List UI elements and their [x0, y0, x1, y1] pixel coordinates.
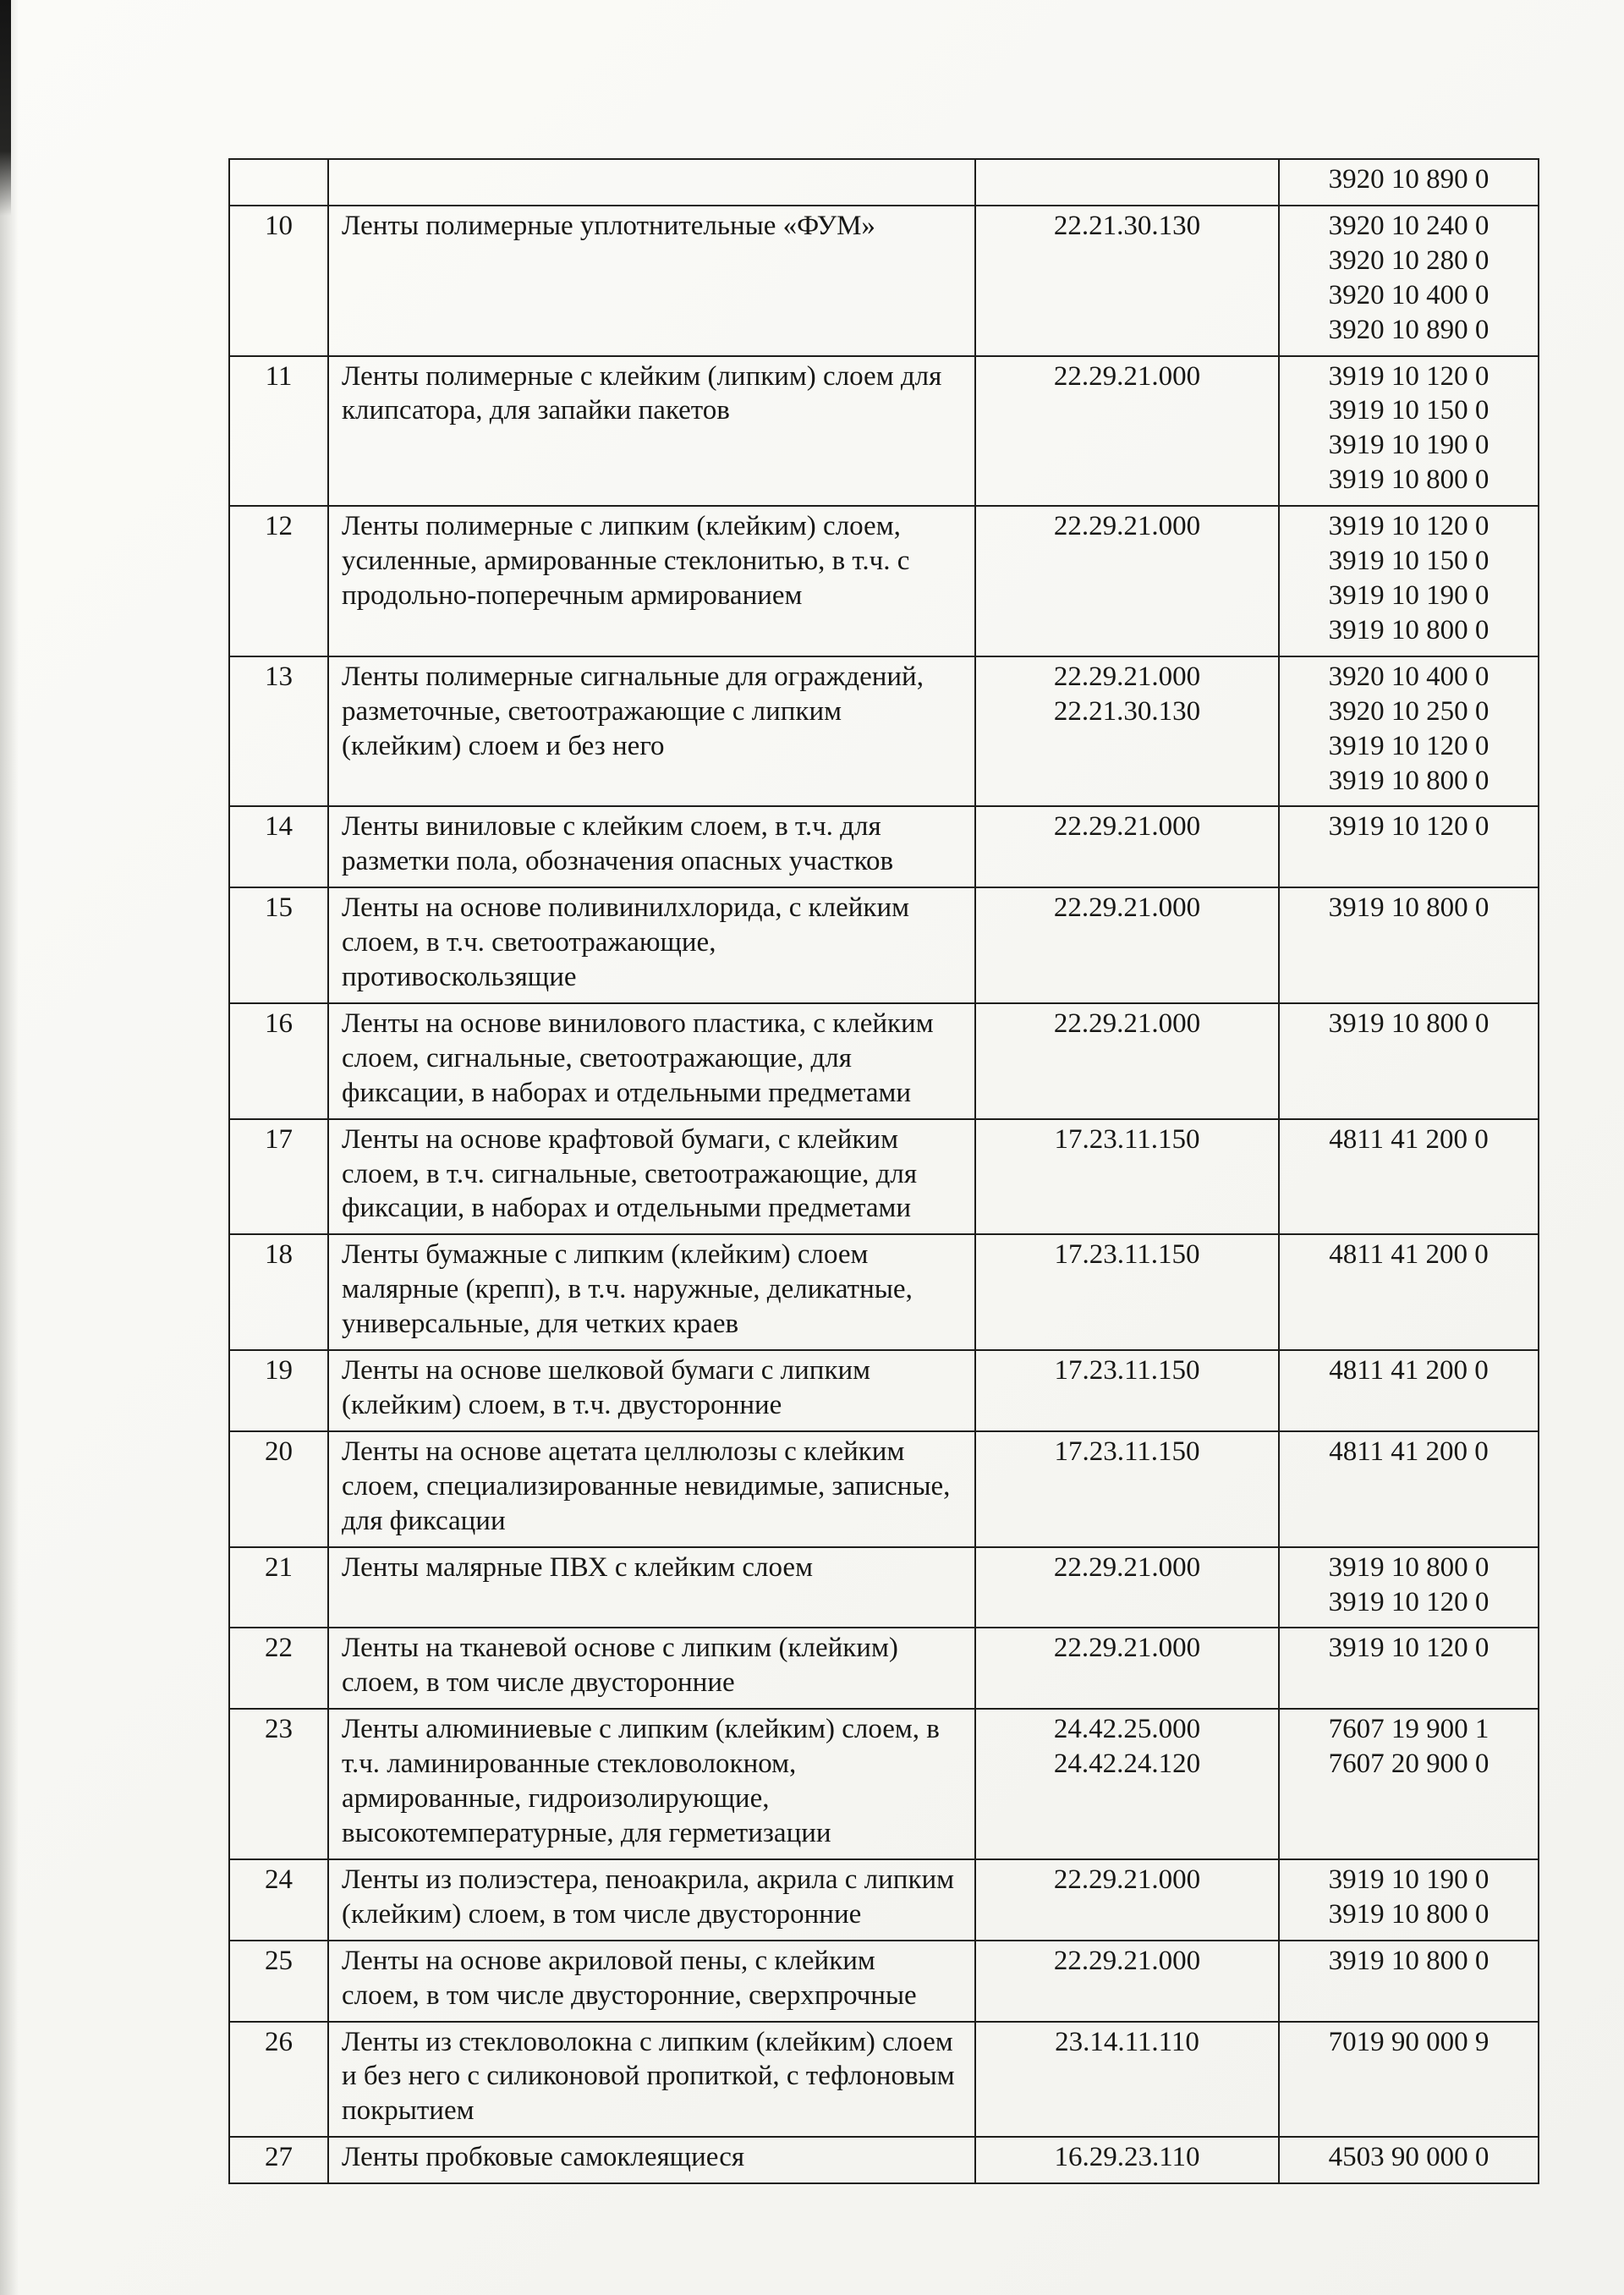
- tnved-code: 3919 10 120 0: [1328, 511, 1490, 542]
- tnved-code: 4811 41 200 0: [1329, 1355, 1489, 1386]
- tnved-code: 3919 10 190 0: [1328, 1864, 1490, 1895]
- row-number-cell: 12: [229, 506, 328, 656]
- tnved-code-cell: [1279, 1234, 1539, 1350]
- tnved-code: 3919 10 190 0: [1328, 430, 1490, 461]
- okpd-code: 17.23.11.150: [1054, 1123, 1200, 1155]
- tnved-code-cell: [1279, 1119, 1539, 1235]
- row-number-cell: 10: [229, 206, 328, 356]
- row-number-cell: 18: [229, 1234, 328, 1350]
- tnved-code-cell: [1279, 887, 1539, 1003]
- tnved-code: 3919 10 800 0: [1328, 1898, 1490, 1930]
- product-name-cell: Ленты пробковые самоклеящиеся: [328, 2137, 975, 2183]
- tnved-code: 3919 10 120 0: [1328, 730, 1490, 761]
- okpd-code-cell: [975, 887, 1279, 1003]
- tnved-code: 7019 90 000 9: [1328, 2026, 1490, 2057]
- row-number-cell: 24: [229, 1859, 328, 1941]
- tnved-code: 3920 10 890 0: [1328, 314, 1490, 345]
- row-number-cell: 15: [229, 887, 328, 1003]
- row-number-cell: [229, 159, 328, 206]
- tnved-code: 3919 10 800 0: [1328, 1551, 1490, 1583]
- tnved-code: 7607 20 900 0: [1328, 1749, 1490, 1780]
- tnved-code-cell: [1279, 356, 1539, 507]
- table-row: [229, 1547, 1539, 1628]
- table-row: [229, 1709, 1539, 1859]
- tnved-code: 4811 41 200 0: [1329, 1123, 1489, 1155]
- okpd-code: 22.29.21.000: [1053, 811, 1201, 843]
- tnved-code-cell: [1279, 1547, 1539, 1628]
- table-row: [229, 1628, 1539, 1709]
- tnved-code: 3919 10 120 0: [1328, 811, 1490, 843]
- row-number-cell: 17: [229, 1119, 328, 1235]
- row-number-cell: 20: [229, 1431, 328, 1547]
- table-row: [229, 2022, 1539, 2138]
- okpd-code-cell: [975, 1941, 1279, 2022]
- tnved-code-cell: [1279, 1350, 1539, 1431]
- okpd-code: 23.14.11.110: [1055, 2026, 1199, 2057]
- product-name-cell: Ленты виниловые с клейким слоем, в т.ч. для разметки пола, обозначения опасных участков: [328, 806, 975, 887]
- okpd-code: 22.29.21.000: [1053, 1633, 1201, 1664]
- tnved-code: 3919 10 150 0: [1328, 395, 1490, 426]
- table-row: [229, 506, 1539, 656]
- tnved-code: 3920 10 890 0: [1328, 164, 1490, 195]
- tnved-code-cell: [1279, 2022, 1539, 2138]
- tnved-code-cell: [1279, 2137, 1539, 2183]
- okpd-code-cell: [975, 159, 1279, 206]
- okpd-code: 22.29.21.000: [1053, 1945, 1201, 1976]
- tnved-code: 3919 10 800 0: [1328, 464, 1490, 496]
- okpd-code: 22.29.21.000: [1053, 1007, 1201, 1039]
- okpd-code: 22.29.21.000: [1053, 892, 1201, 924]
- okpd-code: 24.42.25.000: [1053, 1714, 1201, 1745]
- table-row: [229, 656, 1539, 807]
- okpd-code: 22.21.30.130: [1053, 695, 1201, 727]
- okpd-code-cell: [975, 656, 1279, 807]
- okpd-code-cell: [975, 206, 1279, 356]
- product-name-cell: Ленты полимерные с липким (клейким) слоем, усиленные, армированные стеклонитью, в т.ч. с продольно-поперечным армированием: [328, 506, 975, 656]
- okpd-code-cell: [975, 1859, 1279, 1941]
- tnved-code-cell: [1279, 1003, 1539, 1119]
- tnved-code-cell: [1279, 159, 1539, 206]
- okpd-code: 22.29.21.000: [1053, 1551, 1201, 1583]
- product-name-cell: Ленты на тканевой основе с липким (клейким) слоем, в том числе двусторонние: [328, 1628, 975, 1709]
- tape-product-codes-table: [228, 158, 1539, 2184]
- row-number-cell: 25: [229, 1941, 328, 2022]
- table-row: [229, 1859, 1539, 1941]
- tnved-code: 3919 10 800 0: [1328, 614, 1490, 645]
- okpd-code: 22.21.30.130: [1053, 210, 1201, 241]
- okpd-code-cell: [975, 1350, 1279, 1431]
- okpd-code-cell: [975, 2137, 1279, 2183]
- tnved-code: 3919 10 800 0: [1328, 892, 1490, 924]
- tnved-code: 4811 41 200 0: [1329, 1239, 1489, 1271]
- okpd-code: 22.29.21.000: [1053, 360, 1201, 392]
- row-number-cell: 16: [229, 1003, 328, 1119]
- tnved-code: 3919 10 800 0: [1328, 765, 1490, 796]
- table-row: [229, 2137, 1539, 2183]
- tnved-code: 3919 10 800 0: [1328, 1945, 1490, 1976]
- table-row: [229, 1003, 1539, 1119]
- okpd-code: 22.29.21.000: [1053, 661, 1201, 692]
- tnved-code: 3920 10 280 0: [1328, 244, 1490, 276]
- product-name-cell: Ленты бумажные с липким (клейким) слоем малярные (крепп), в т.ч. наружные, деликатные, универсальные, для четких краев: [328, 1234, 975, 1350]
- okpd-code: 22.29.21.000: [1053, 1864, 1201, 1895]
- product-name-cell: [328, 159, 975, 206]
- okpd-code-cell: [975, 356, 1279, 507]
- product-name-cell: Ленты полимерные уплотнительные «ФУМ»: [328, 206, 975, 356]
- okpd-code-cell: [975, 1119, 1279, 1235]
- product-name-cell: Ленты из стекловолокна с липким (клейким) слоем и без него с силиконовой пропиткой, с тефлоновым покрытием: [328, 2022, 975, 2138]
- okpd-code-cell: [975, 1234, 1279, 1350]
- row-number-cell: 13: [229, 656, 328, 807]
- okpd-code-cell: [975, 1547, 1279, 1628]
- tnved-code: 3920 10 240 0: [1328, 210, 1490, 241]
- table-row: [229, 356, 1539, 507]
- tnved-code: 7607 19 900 1: [1328, 1714, 1490, 1745]
- row-number-cell: 27: [229, 2137, 328, 2183]
- table-row: [229, 1234, 1539, 1350]
- tnved-code: 3919 10 120 0: [1328, 360, 1490, 392]
- row-number-cell: 11: [229, 356, 328, 507]
- tnved-code: 3919 10 190 0: [1328, 579, 1490, 611]
- tnved-code: 3920 10 250 0: [1328, 695, 1490, 727]
- okpd-code: 17.23.11.150: [1054, 1436, 1200, 1467]
- product-name-cell: Ленты на основе акриловой пены, с клейким слоем, в том числе двусторонние, сверхпрочные: [328, 1941, 975, 2022]
- tnved-code: 3920 10 400 0: [1328, 661, 1490, 692]
- tnved-code: 3920 10 400 0: [1328, 279, 1490, 310]
- table-row: [229, 806, 1539, 887]
- product-name-cell: Ленты из полиэстера, пеноакрила, акрила с липким (клейким) слоем, в том числе двусторонние: [328, 1859, 975, 1941]
- okpd-code-cell: [975, 1431, 1279, 1547]
- tnved-code-cell: [1279, 1859, 1539, 1941]
- tnved-code-cell: [1279, 1709, 1539, 1859]
- table-row: [229, 1350, 1539, 1431]
- tnved-code-cell: [1279, 1431, 1539, 1547]
- tnved-code-cell: [1279, 506, 1539, 656]
- row-number-cell: 19: [229, 1350, 328, 1431]
- tnved-code: 3919 10 800 0: [1328, 1007, 1490, 1039]
- okpd-code-cell: [975, 2022, 1279, 2138]
- tnved-code-cell: [1279, 206, 1539, 356]
- tnved-code: 3919 10 120 0: [1328, 1586, 1490, 1617]
- okpd-code-cell: [975, 1709, 1279, 1859]
- table-body: [229, 159, 1539, 2183]
- row-number-cell: 21: [229, 1547, 328, 1628]
- tnved-code: 3919 10 120 0: [1328, 1633, 1490, 1664]
- okpd-code-cell: [975, 1628, 1279, 1709]
- tnved-code-cell: [1279, 1628, 1539, 1709]
- product-name-cell: Ленты на основе винилового пластика, с клейким слоем, сигнальные, светоотражающие, для фиксации, в наборах и отдельными предметами: [328, 1003, 975, 1119]
- okpd-code: 17.23.11.150: [1054, 1239, 1200, 1271]
- okpd-code: 22.29.21.000: [1053, 511, 1201, 542]
- scan-artifact-dark-edge: [0, 0, 11, 216]
- tnved-code: 3919 10 150 0: [1328, 546, 1490, 577]
- product-name-cell: Ленты полимерные сигнальные для ограждений, разметочные, светоотражающие с липким (клейким) слоем и без него: [328, 656, 975, 807]
- table-row: [229, 159, 1539, 206]
- product-name-cell: Ленты на основе шелковой бумаги с липким (клейким) слоем, в т.ч. двусторонние: [328, 1350, 975, 1431]
- row-number-cell: 23: [229, 1709, 328, 1859]
- scan-artifact-left-shadow: [0, 0, 19, 2295]
- okpd-code: 16.29.23.110: [1054, 2142, 1200, 2173]
- tnved-code-cell: [1279, 1941, 1539, 2022]
- tnved-code-cell: [1279, 656, 1539, 807]
- table-row: [229, 206, 1539, 356]
- tnved-code: 4811 41 200 0: [1329, 1436, 1489, 1467]
- product-name-cell: Ленты алюминиевые с липким (клейким) слоем, в т.ч. ламинированные стекловолокном, армированные, гидроизолирующие, высокотемпературные, для герметизации: [328, 1709, 975, 1859]
- row-number-cell: 14: [229, 806, 328, 887]
- okpd-code: 17.23.11.150: [1054, 1355, 1200, 1386]
- tnved-code-cell: [1279, 806, 1539, 887]
- product-name-cell: Ленты на основе крафтовой бумаги, с клейким слоем, в т.ч. сигнальные, светоотражающие, для фиксации, в наборах и отдельными предметами: [328, 1119, 975, 1235]
- product-name-cell: Ленты на основе поливинилхлорида, с клейким слоем, в т.ч. светоотражающие, противоскользящие: [328, 887, 975, 1003]
- table-row: [229, 1119, 1539, 1235]
- product-name-cell: Ленты малярные ПВХ с клейким слоем: [328, 1547, 975, 1628]
- table-row: [229, 887, 1539, 1003]
- row-number-cell: 22: [229, 1628, 328, 1709]
- table-row: [229, 1431, 1539, 1547]
- product-name-cell: Ленты полимерные с клейким (липким) слоем для клипсатора, для запайки пакетов: [328, 356, 975, 507]
- table-row: [229, 1941, 1539, 2022]
- okpd-code: 24.42.24.120: [1053, 1749, 1201, 1780]
- okpd-code-cell: [975, 506, 1279, 656]
- okpd-code-cell: [975, 806, 1279, 887]
- row-number-cell: 26: [229, 2022, 328, 2138]
- tnved-code: 4503 90 000 0: [1328, 2142, 1490, 2173]
- product-name-cell: Ленты на основе ацетата целлюлозы с клейким слоем, специализированные невидимые, записные, для фиксации: [328, 1431, 975, 1547]
- okpd-code-cell: [975, 1003, 1279, 1119]
